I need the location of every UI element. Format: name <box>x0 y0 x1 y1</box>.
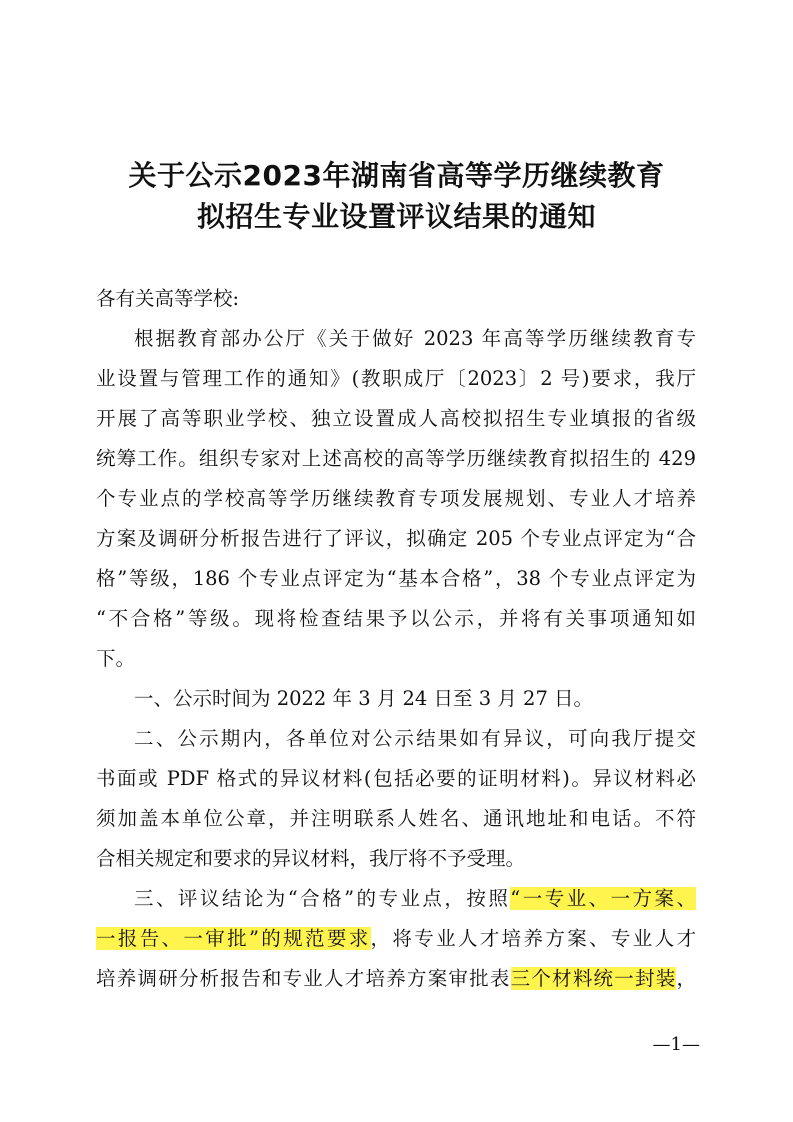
item-3-line-1 <box>134 884 696 914</box>
item-3-line-3 <box>96 964 696 994</box>
body-line: 业设置与管理工作的通知》(教职成厅〔2023〕2 号)要求，我厅 <box>96 367 696 390</box>
body-line: “不合格”等级。现将检查结果予以公示，并将有关事项通知如 <box>96 607 696 630</box>
item-2-line: 书面或 PDF 格式的异议材料(包括必要的证明材料)。异议材料必 <box>96 767 696 790</box>
item-2-line: 须加盖本单位公章，并注明联系人姓名、通讯地址和电话。不符 <box>96 807 696 830</box>
item-3-text: 三、评议结论为“合格”的专业点，按照 <box>134 887 511 910</box>
salutation: 各有关高等学校: <box>96 287 240 310</box>
item-3-text: 培养调研分析报告和专业人才培养方案审批表 <box>96 967 511 990</box>
title-line-1: 关于公示2023年湖南省高等学历继续教育 <box>128 159 665 192</box>
title-line-2: 拟招生专业设置评议结果的通知 <box>196 200 596 233</box>
item-3-text: ， <box>676 967 696 990</box>
body-line: 开展了高等职业学校、独立设置成人高校拟招生专业填报的省级 <box>96 407 696 430</box>
body-line: 个专业点的学校高等学历继续教育专项发展规划、专业人才培养 <box>96 487 696 510</box>
item-2-line: 合相关规定和要求的异议材料，我厅将不予受理。 <box>96 847 526 870</box>
item-3-text: ，将专业人才培养方案、专业人才 <box>370 927 696 950</box>
page-number: —1— <box>652 1034 700 1055</box>
body-line: 下。 <box>96 647 136 670</box>
body-line: 统筹工作。组织专家对上述高校的高等学历继续教育拟招生的 429 <box>96 447 696 470</box>
item-3-line-2 <box>96 924 696 954</box>
highlighted-text: 一报告、一审批”的规范要求 <box>96 927 371 950</box>
item-2-line: 二、公示期内，各单位对公示结果如有异议，可向我厅提交 <box>134 727 696 750</box>
highlighted-text: 三个材料统一封装 <box>510 967 677 990</box>
body-line: 方案及调研分析报告进行了评议，拟确定 205 个专业点评定为“合 <box>96 527 696 550</box>
highlighted-text: “一专业、一方案、 <box>510 887 696 910</box>
item-1-line: 一、公示时间为 2022 年 3 月 24 日至 3 月 27 日。 <box>134 687 594 710</box>
body-line: 格”等级，186 个专业点评定为“基本合格”，38 个专业点评定为 <box>96 567 696 590</box>
body-line: 根据教育部办公厅《关于做好 2023 年高等学历继续教育专 <box>134 327 696 350</box>
